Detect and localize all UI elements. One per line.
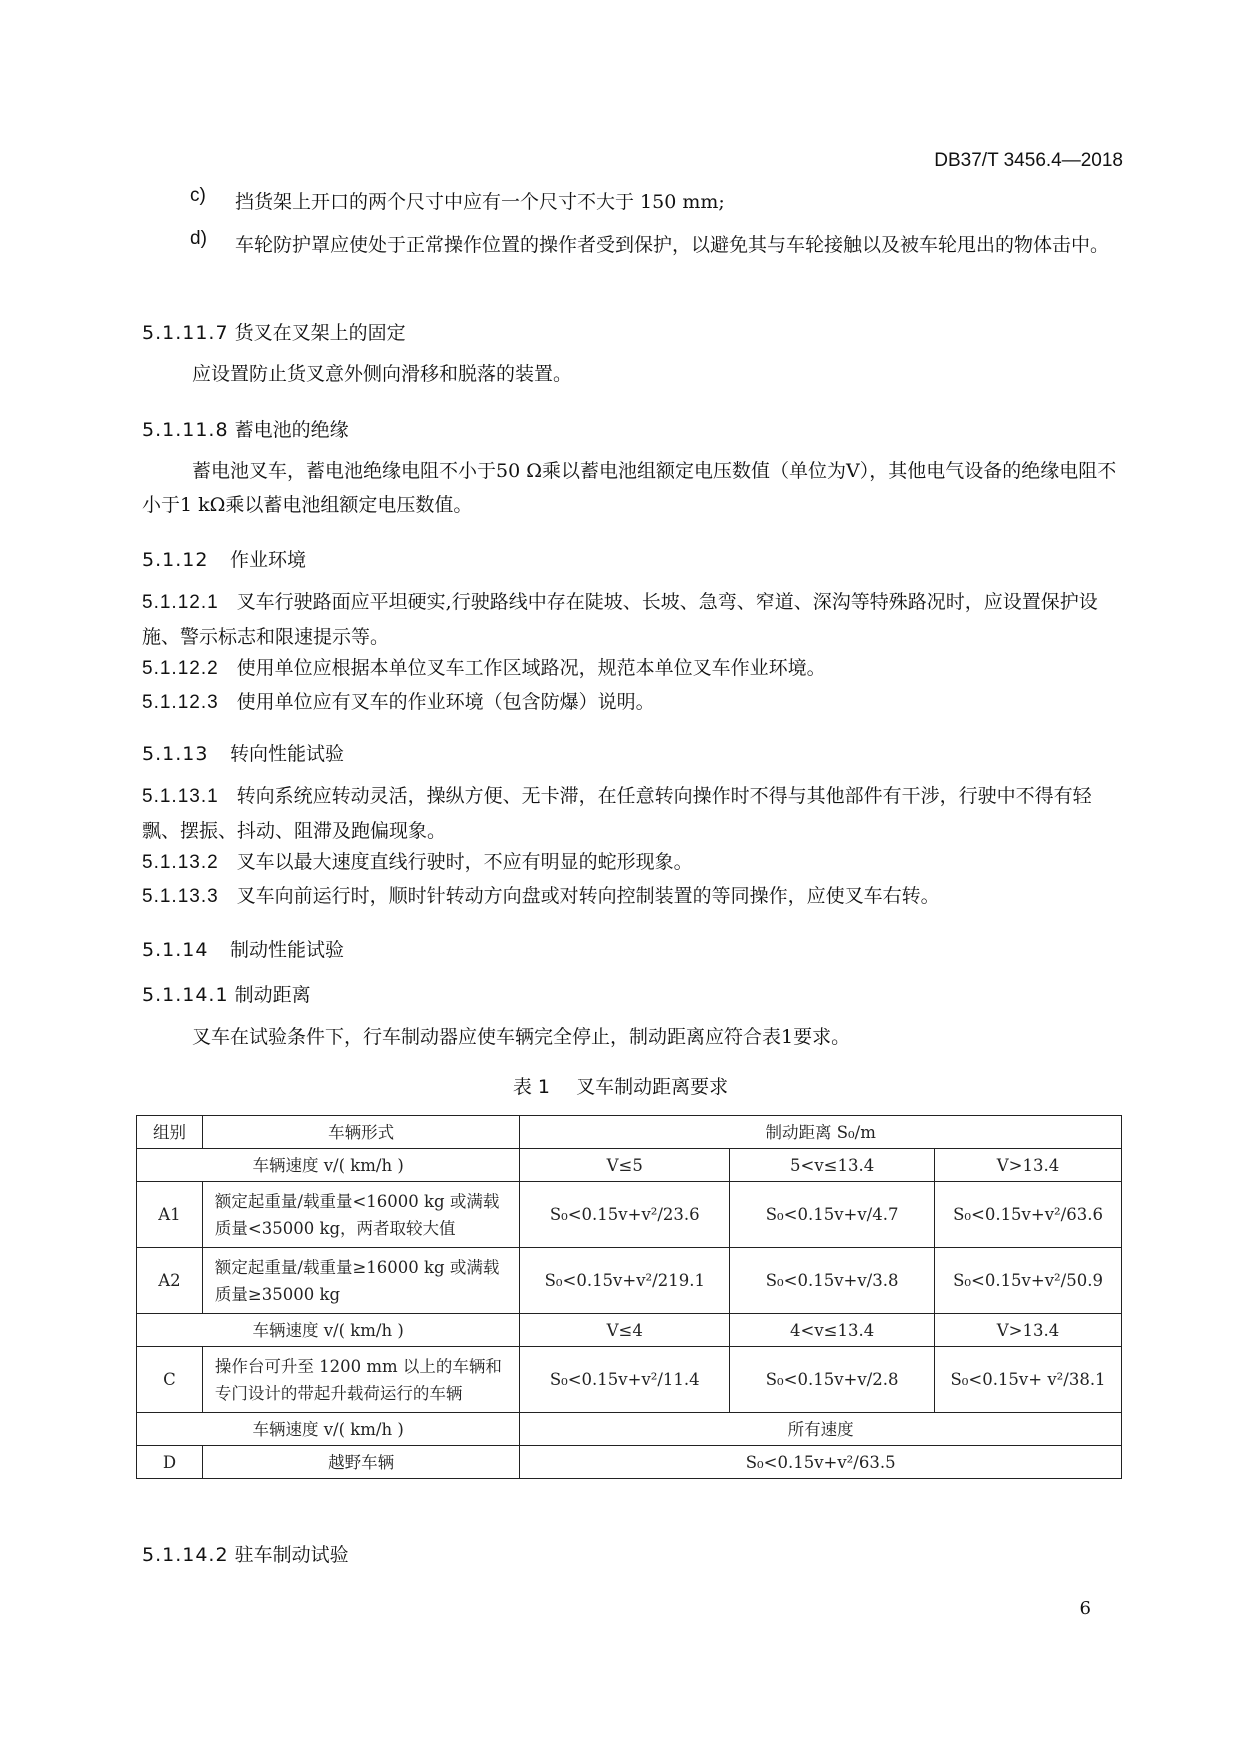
section-title: 制动性能试验 — [230, 939, 345, 961]
clause-5-1-12-1 — [142, 585, 1122, 654]
table-caption-title: 叉车制动距离要求 — [576, 1076, 729, 1098]
body-paragraph: 应设置防止货叉意外侧向滑移和脱落的装置。 — [192, 363, 573, 385]
table-speed-row — [137, 1413, 1122, 1446]
vehicle-cell: 额定起重量/载重量<16000 kg 或满载质量<35000 kg，两者取较大值 — [202, 1182, 519, 1248]
table-cell: V>13.4 — [935, 1149, 1122, 1182]
table-cell: S₀<0.15v+v/3.8 — [730, 1248, 935, 1314]
section-heading-5-1-14 — [142, 935, 344, 962]
table-cell: S₀<0.15v+ v²/38.1 — [935, 1347, 1122, 1413]
table-caption-label: 表 1 — [512, 1076, 551, 1098]
table-speed-row — [137, 1314, 1122, 1347]
clause-text: 叉车向前运行时，顺时针转动方向盘或对转向控制装置的等同操作，应使叉车右转。 — [236, 885, 940, 907]
table-cell: V>13.4 — [935, 1314, 1122, 1347]
section-number: 5.1.11.8 — [142, 419, 229, 441]
table-row-d — [137, 1446, 1122, 1479]
clause-5-1-13-1 — [142, 779, 1122, 848]
group-cell: A1 — [137, 1182, 203, 1248]
table-cell: S₀<0.15v+v²/11.4 — [520, 1347, 730, 1413]
clause-text: 叉车以最大速度直线行驶时，不应有明显的蛇形现象。 — [236, 851, 693, 873]
list-text: 车轮防护罩应使处于正常操作位置的操作者受到保护，以避免其与车轮接触以及被车轮甩出的物体击中。 — [235, 234, 1110, 256]
header-group: 组别 — [137, 1116, 203, 1149]
clause-number: 5.1.13.2 — [142, 852, 219, 873]
table-row-a1 — [137, 1182, 1122, 1248]
clause-5-1-13-2 — [142, 845, 1122, 880]
section-heading-5-1-14-1 — [142, 980, 311, 1007]
clause-number: 5.1.13.3 — [142, 886, 219, 907]
table-cell: V≤5 — [520, 1149, 730, 1182]
vehicle-cell: 操作台可升至 1200 mm 以上的车辆和专门设计的带起升载荷运行的车辆 — [202, 1347, 519, 1413]
table-cell: 所有速度 — [520, 1413, 1122, 1446]
document-id: DB37/T 3456.4—2018 — [934, 150, 1123, 171]
section-number: 5.1.14.1 — [142, 984, 229, 1006]
section-number: 5.1.13 — [142, 743, 209, 765]
speed-label: 车辆速度 v/( km/h ) — [137, 1314, 520, 1347]
vehicle-cell: 越野车辆 — [202, 1446, 519, 1479]
table-cell: S₀<0.15v+v/4.7 — [730, 1182, 935, 1248]
list-label: c) — [190, 185, 206, 206]
section-title: 作业环境 — [230, 549, 307, 571]
speed-label: 车辆速度 v/( km/h ) — [137, 1149, 520, 1182]
group-cell: D — [137, 1446, 203, 1479]
clause-5-1-12-2 — [142, 651, 1122, 686]
section-heading-5-1-12 — [142, 545, 306, 572]
section-number: 5.1.11.7 — [142, 322, 229, 344]
group-cell: C — [137, 1347, 203, 1413]
section-title: 转向性能试验 — [230, 743, 345, 765]
section-title: 制动距离 — [234, 984, 311, 1006]
list-label: d) — [190, 228, 207, 249]
vehicle-cell: 额定起重量/载重量≥16000 kg 或满载质量≥35000 kg — [202, 1248, 519, 1314]
group-cell: A2 — [137, 1248, 203, 1314]
table-cell: S₀<0.15v+v²/63.6 — [935, 1182, 1122, 1248]
table-speed-row — [137, 1149, 1122, 1182]
clause-text: 使用单位应有叉车的作业环境（包含防爆）说明。 — [236, 691, 655, 713]
section-heading-5-1-11-7 — [142, 318, 406, 345]
clause-number: 5.1.12.1 — [142, 592, 219, 613]
clause-number: 5.1.12.3 — [142, 692, 219, 713]
clause-5-1-12-3 — [142, 685, 1122, 720]
clause-text: 转向系统应转动灵活，操纵方便、无卡滞，在任意转向操作时不得与其他部件有干涉，行驶中不得有轻飘、摆振、抖动、阻滞及跑偏现象。 — [142, 785, 1092, 842]
table-cell: 5<v≤13.4 — [730, 1149, 935, 1182]
clause-text: 叉车行驶路面应平坦硬实,行驶路线中存在陡坡、长坡、急弯、窄道、深沟等特殊路况时，应设置保护设施、警示标志和限速提示等。 — [142, 591, 1098, 648]
section-number: 5.1.14 — [142, 939, 209, 961]
section-heading-5-1-11-8 — [142, 415, 349, 442]
table-cell: S₀<0.15v+v/2.8 — [730, 1347, 935, 1413]
table-cell: 4<v≤13.4 — [730, 1314, 935, 1347]
table-cell: S₀<0.15v+v²/219.1 — [520, 1248, 730, 1314]
table-cell: S₀<0.15v+v²/23.6 — [520, 1182, 730, 1248]
page-number: 6 — [1079, 1598, 1091, 1619]
table-cell: V≤4 — [520, 1314, 730, 1347]
section-heading-5-1-13 — [142, 739, 344, 766]
table-cell: S₀<0.15v+v²/63.5 — [520, 1446, 1122, 1479]
braking-distance-table — [136, 1115, 1122, 1479]
section-title: 货叉在叉架上的固定 — [234, 322, 406, 344]
section-title: 蓄电池的绝缘 — [234, 419, 349, 441]
clause-5-1-13-3 — [142, 879, 1122, 914]
table-caption — [0, 1072, 1241, 1099]
clause-number: 5.1.12.2 — [142, 658, 219, 679]
table-header-row — [137, 1116, 1122, 1149]
table-row-a2 — [137, 1248, 1122, 1314]
body-paragraph: 叉车在试验条件下，行车制动器应使车辆完全停止，制动距离应符合表1要求。 — [192, 1026, 851, 1048]
speed-label: 车辆速度 v/( km/h ) — [137, 1413, 520, 1446]
clause-text: 使用单位应根据本单位叉车工作区域路况，规范本单位叉车作业环境。 — [236, 657, 826, 679]
section-number: 5.1.12 — [142, 549, 209, 571]
body-paragraph: 蓄电池叉车，蓄电池绝缘电阻不小于50 Ω乘以蓄电池组额定电压数值（单位为V），其他电气设备的绝缘电阻不小于1 kΩ乘以蓄电池组额定电压数值。 — [142, 460, 1117, 516]
header-distance: 制动距离 S₀/m — [520, 1116, 1122, 1149]
table-row-c — [137, 1347, 1122, 1413]
clause-number: 5.1.13.1 — [142, 786, 219, 807]
section-heading-5-1-14-2 — [142, 1540, 349, 1567]
header-vehicle: 车辆形式 — [202, 1116, 519, 1149]
section-number: 5.1.14.2 — [142, 1544, 229, 1566]
list-text: 挡货架上开口的两个尺寸中应有一个尺寸不大于 150 mm; — [235, 191, 725, 213]
table-cell: S₀<0.15v+v²/50.9 — [935, 1248, 1122, 1314]
section-title: 驻车制动试验 — [234, 1544, 349, 1566]
